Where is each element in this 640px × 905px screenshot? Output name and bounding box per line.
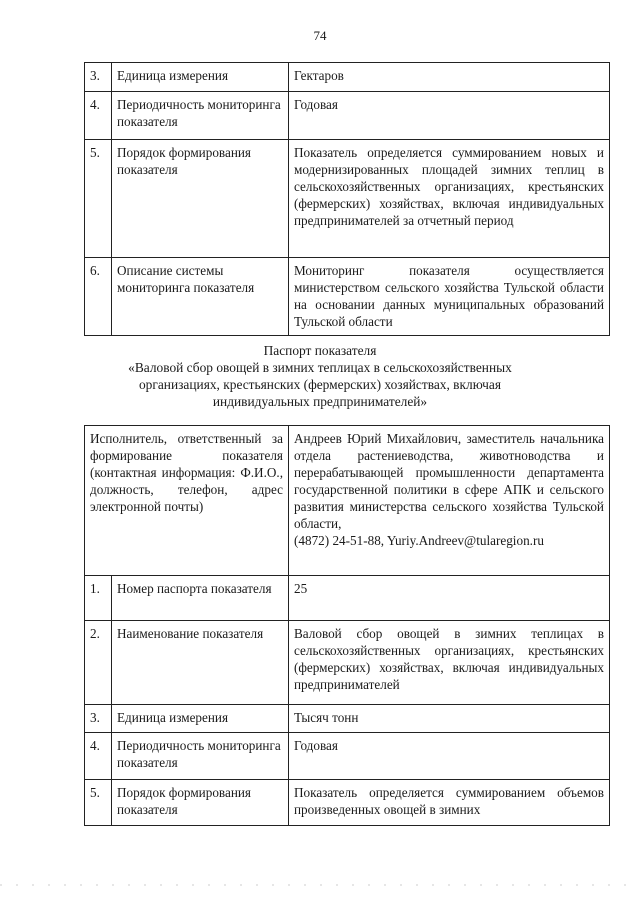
row-label: Описание системы мониторинга показателя (112, 258, 289, 336)
row-value: Годовая (289, 733, 610, 780)
table-row (85, 621, 610, 705)
executor-row (85, 426, 610, 576)
row-number: 3. (85, 705, 112, 733)
executor-label: Исполнитель, ответственный за формирование показателя (контактная информация: Ф.И.О., должность, телефон, адрес электронной почты) (85, 426, 289, 576)
row-number: 5. (85, 780, 112, 826)
row-label: Порядок формирования показателя (112, 140, 289, 258)
passport-heading: Паспорт показателя (263, 343, 377, 358)
row-value: Годовая (289, 92, 610, 140)
row-value: 25 (289, 576, 610, 621)
row-value: Гектаров (289, 63, 610, 92)
row-label: Единица измерения (112, 63, 289, 92)
row-value: Показатель определяется суммированием новых и модернизированных площадей зимних теплиц в сельскохозяйственных организациях, крестьянских (фермерских) хозяйствах, включая индивидуальных предпринимателей за отчетный период (289, 140, 610, 258)
row-value: Мониторинг показателя осуществляется министерством сельского хозяйства Тульской области на основании данных муниципальных образований Тульской области (289, 258, 610, 336)
passport-title (80, 342, 560, 410)
table-row (85, 92, 610, 140)
passport-title-line: индивидуальных предпринимателей» (212, 394, 428, 409)
scan-artifact-line (0, 880, 640, 890)
table-row (85, 780, 610, 826)
passport-table (84, 425, 610, 826)
row-number: 5. (85, 140, 112, 258)
executor-value: Андреев Юрий Михайлович, заместитель начальника отдела растениеводства, животноводства и перерабатывающей промышленности департамента государственной политики в сфере АПК и сельского развития министерства сельского хозяйства Тульской области, (294, 431, 604, 531)
row-label: Периодичность мониторинга показателя (112, 92, 289, 140)
row-value: Показатель определяется суммированием объемов произведенных овощей в зимних (289, 780, 610, 826)
executor-value-cell (289, 426, 610, 576)
passport-title-line: «Валовой сбор овощей в зимних теплицах в сельскохозяйственных (128, 360, 512, 375)
row-number: 1. (85, 576, 112, 621)
row-value: Тысяч тонн (289, 705, 610, 733)
table-row (85, 705, 610, 733)
indicator-table-continued (84, 62, 610, 336)
page-number: 74 (313, 28, 327, 43)
row-label: Номер паспорта показателя (112, 576, 289, 621)
row-label: Наименование показателя (112, 621, 289, 705)
table-row (85, 576, 610, 621)
row-number: 4. (85, 733, 112, 780)
executor-contact: (4872) 24-51-88, Yuriy.Andreev@tularegion.ru (294, 533, 544, 548)
table-row (85, 258, 610, 336)
row-label: Порядок формирования показателя (112, 780, 289, 826)
row-label: Периодичность мониторинга показателя (112, 733, 289, 780)
row-label: Единица измерения (112, 705, 289, 733)
table-row (85, 63, 610, 92)
row-value: Валовой сбор овощей в зимних теплицах в сельскохозяйственных организациях, крестьянских (фермерских) хозяйствах, включая индивидуальных предпринимателей (289, 621, 610, 705)
row-number: 6. (85, 258, 112, 336)
table-row (85, 733, 610, 780)
row-number: 4. (85, 92, 112, 140)
row-number: 3. (85, 63, 112, 92)
table-row (85, 140, 610, 258)
passport-title-line: организациях, крестьянских (фермерских) хозяйствах, включая (138, 377, 502, 392)
row-number: 2. (85, 621, 112, 705)
